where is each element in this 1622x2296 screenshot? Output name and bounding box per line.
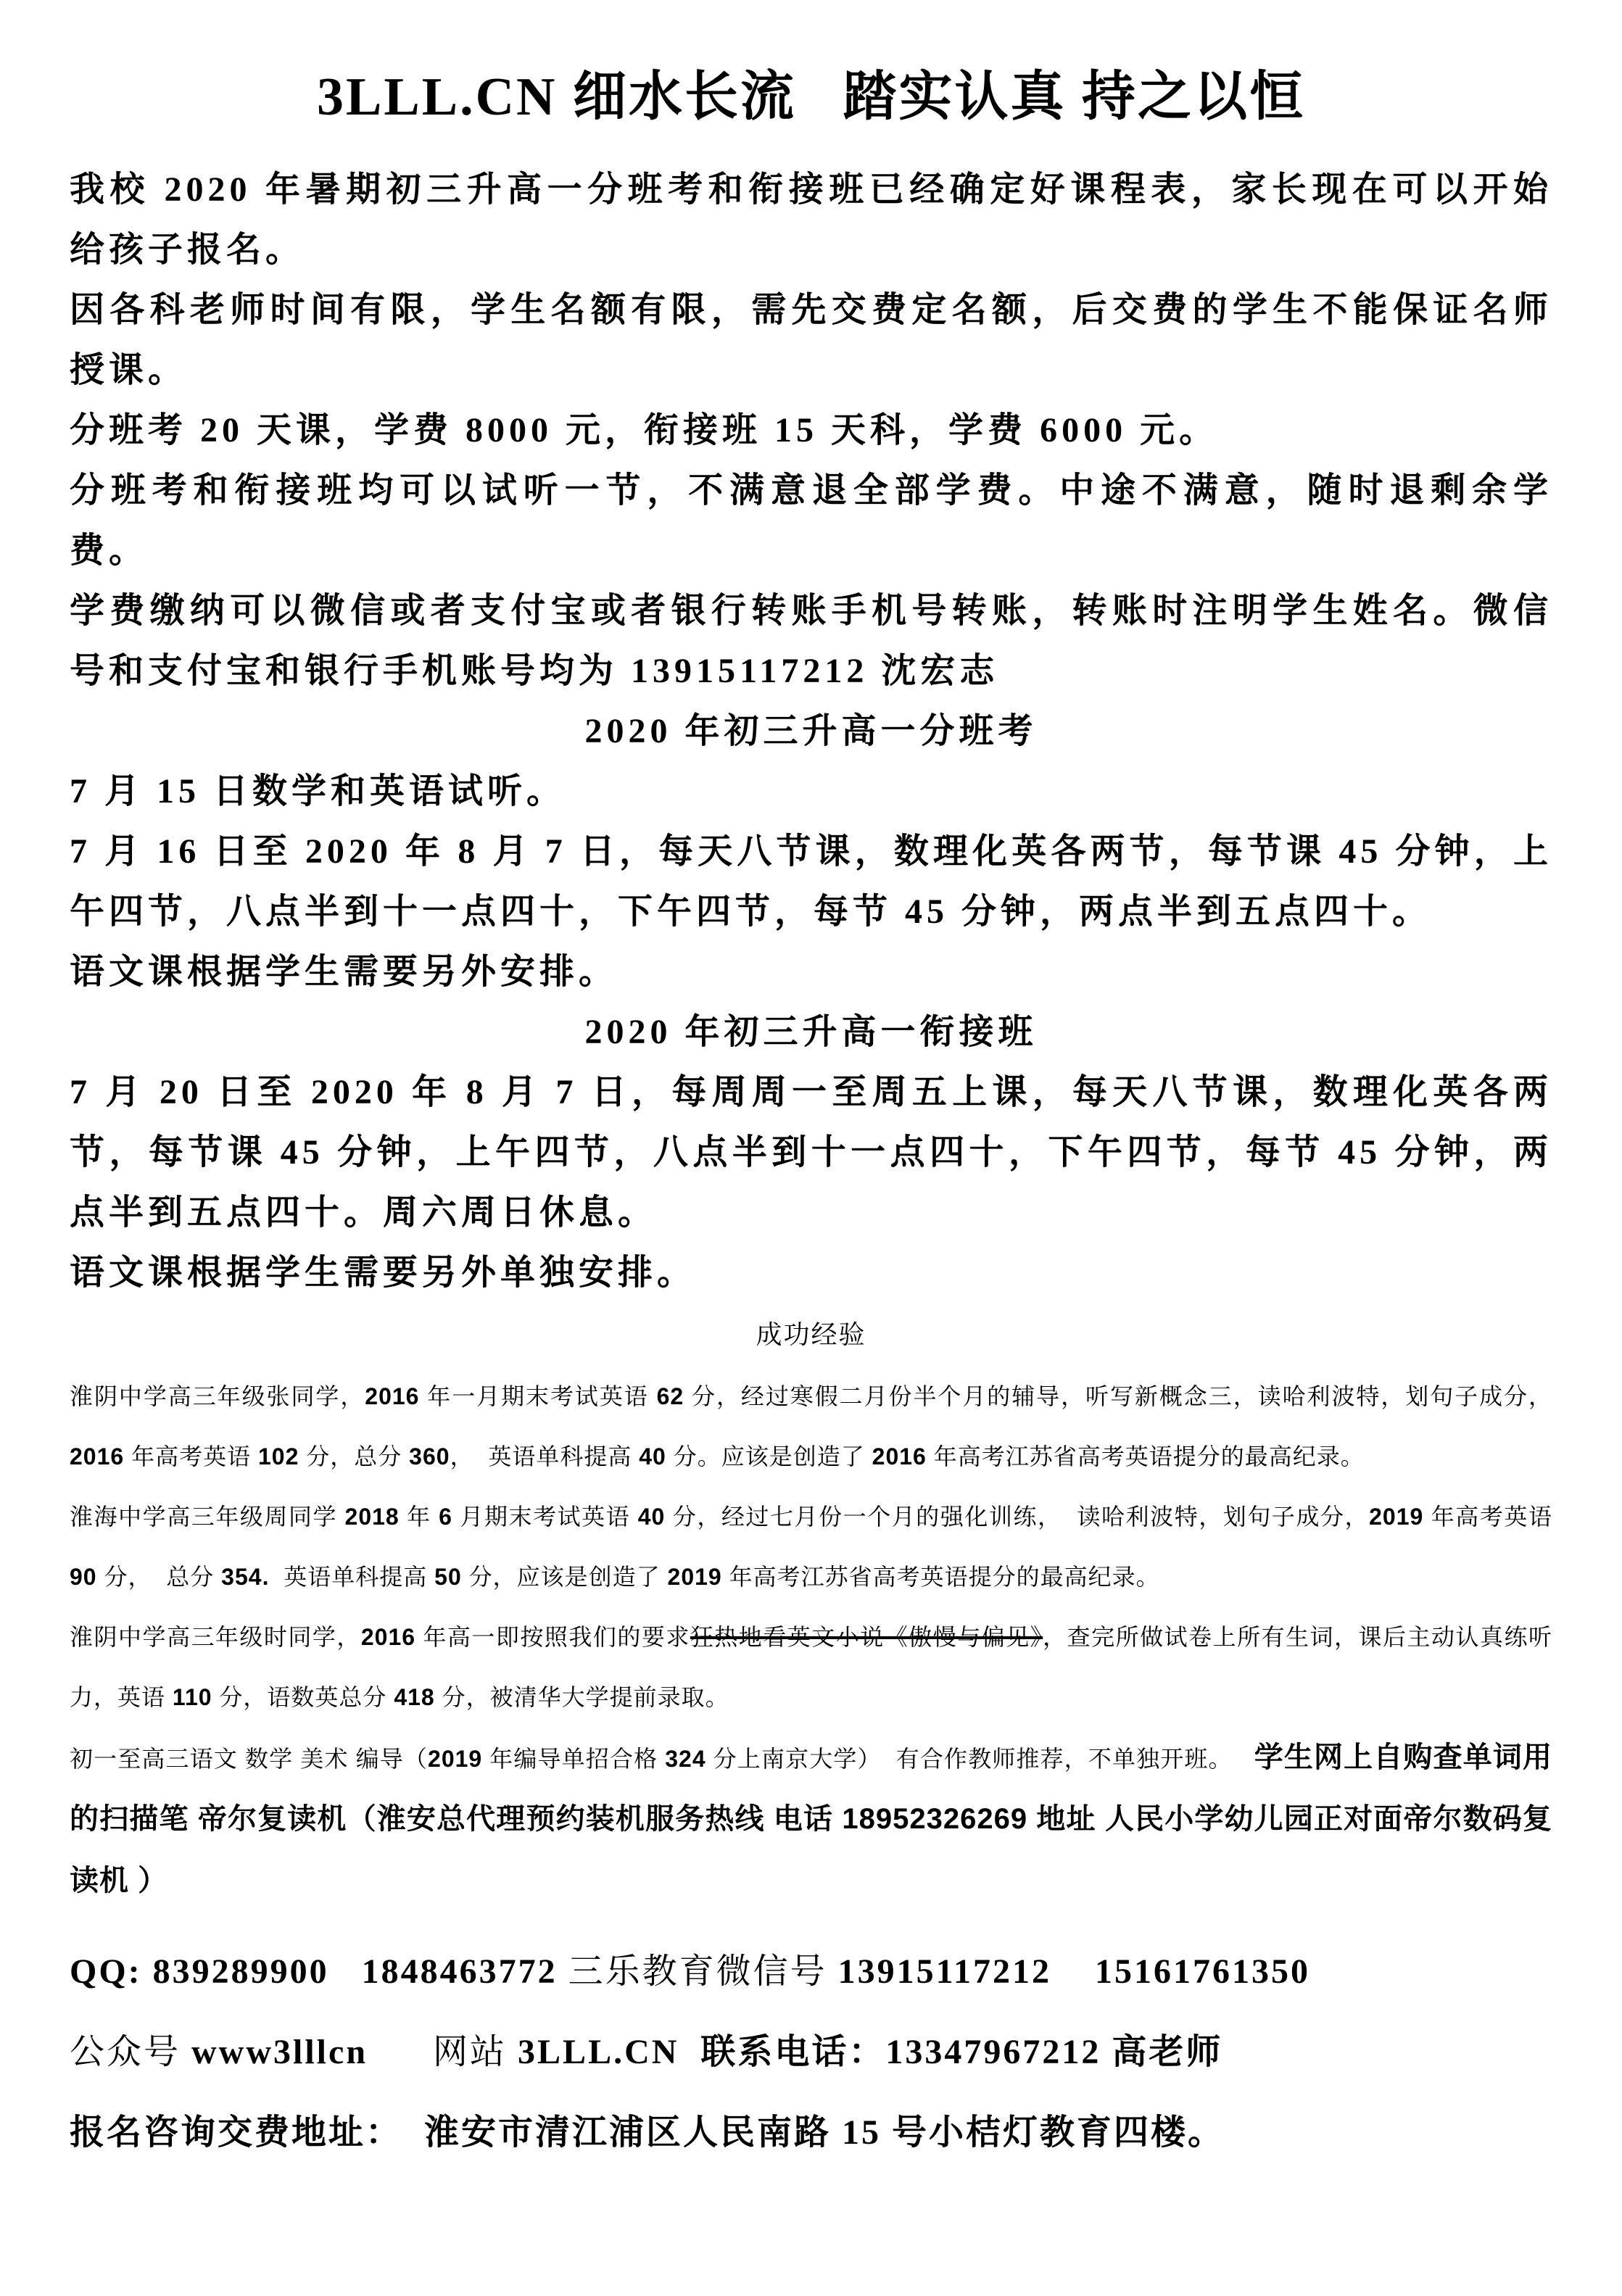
text-run: 月: [479, 832, 545, 871]
text-run: 年编导单招合格: [482, 1746, 666, 1772]
text-run: 15: [157, 772, 201, 811]
text-run: 学费缴纳可以微信或者支付宝或者银行转账手机号转账，转账时注明学生姓名。微信号和支付宝和银行手机账号均为: [70, 592, 1552, 690]
text-run: 日至: [200, 832, 305, 871]
text-run: 成功经验: [756, 1319, 866, 1349]
text-run: 报名咨询交费地址： 淮安市清江浦区人民南路 15 号小桔灯教育四楼。: [70, 2113, 1225, 2152]
text-run: 40: [637, 1504, 666, 1530]
text-run: 分钟，上午四节，八点半到十一点四十，下午四节，每节: [323, 1133, 1338, 1172]
text-run: 15: [774, 411, 819, 449]
tuition-paragraph: [70, 400, 1552, 460]
text-run: 天课，学费: [244, 411, 466, 449]
success-experience-heading: [70, 1303, 1552, 1367]
text-run: 年: [392, 832, 458, 871]
text-run: 2020: [305, 832, 392, 871]
text-run: 月: [91, 1073, 160, 1111]
text-run: 324: [665, 1746, 706, 1772]
text-run: 6: [439, 1504, 452, 1530]
text-run: 2019: [428, 1746, 483, 1772]
text-run: 年暑期初三升高一分班考和衔接班已经确定好课程表，家长现在可以开始给孩子报名。: [70, 170, 1552, 269]
text-run: 日至: [202, 1073, 311, 1111]
refund-policy-paragraph: [70, 460, 1552, 581]
text-run: 沈宏志: [868, 652, 999, 690]
text-run: 7: [545, 832, 567, 871]
text-run: 40: [639, 1443, 666, 1470]
text-run: 年高考英语: [124, 1443, 258, 1470]
text-run: 年高考江苏省高考英语提分的最高纪录。: [721, 1564, 1160, 1590]
text-run: 因各科老师时间有限，学生名额有限，需先交费定名额，后交费的学生不能保证名师授课。: [70, 291, 1552, 389]
text-run: QQ: 839289900 1848463772: [70, 1952, 568, 1991]
text-run: 我校: [70, 170, 165, 209]
text-run: 年高考江苏省高考英语提分的最高纪录。: [926, 1443, 1365, 1470]
text-run: 2020: [584, 712, 672, 750]
text-run: 淮阴中学高三年级时同学，: [70, 1624, 361, 1650]
text-run: 20: [159, 1073, 203, 1111]
page-title: 3LLL.CN 细水长流 踏实认真 持之以恒: [317, 67, 1305, 127]
text-run: 20: [200, 411, 244, 449]
text-run: 分钟，上午四节，八点半到十一点四十，下午四节，每节: [70, 832, 1552, 931]
text-run: 年高一即按照我们的要求: [415, 1624, 690, 1650]
text-run: 联系电话：13347967212 高老师: [679, 2033, 1223, 2071]
success-story-3: [70, 1607, 1552, 1728]
text-run: 90: [70, 1564, 97, 1590]
text-run: 年初三升高一衔接班: [671, 1013, 1038, 1051]
text-run: 日数学和英语试听。: [200, 772, 566, 811]
text-run: 月: [487, 1073, 556, 1111]
document-body: [70, 159, 1560, 2173]
text-run: 公众号: [70, 2033, 192, 2071]
text-run: 16: [157, 832, 201, 871]
text-run: 狂热地看英文小说《傲慢与偏见》: [690, 1624, 1043, 1650]
text-run: 8: [466, 1073, 488, 1111]
contact-qq-line: [70, 1931, 1552, 2012]
bridging-class-heading: [70, 1002, 1552, 1062]
text-run: 7: [70, 832, 91, 871]
text-run: 8000: [466, 411, 553, 449]
text-run: 分。应该是创造了: [666, 1443, 872, 1470]
address-line: [70, 2092, 1552, 2173]
text-run: 45: [1338, 832, 1383, 871]
text-run: 分，总分: [299, 1443, 410, 1470]
text-run: 淮海中学高三年级周同学: [70, 1504, 345, 1530]
text-run: 354.: [221, 1564, 270, 1590]
text-run: 日，每周周一至周五上课，每天八节课，数理化英各两节，每节课: [70, 1073, 1552, 1172]
text-run: 418: [394, 1684, 435, 1710]
text-run: 分，语数英总分: [212, 1684, 394, 1710]
chinese-class-note2-paragraph: [70, 1243, 1552, 1303]
text-run: 2016: [872, 1443, 927, 1470]
text-run: 元，衔接班: [553, 411, 775, 449]
placement-schedule-paragraph: [70, 821, 1552, 942]
text-run: 元。: [1127, 411, 1219, 449]
text-run: 分上南京大学） 有合作教师推荐，不单独开班。: [706, 1746, 1254, 1772]
text-run: 2016: [70, 1443, 125, 1470]
text-run: 8: [458, 832, 480, 871]
text-run: 50: [434, 1564, 462, 1590]
text-run: 年一月期末考试英语: [419, 1383, 657, 1409]
text-run: ， 英语单科提高: [450, 1443, 640, 1470]
text-run: 102: [257, 1443, 299, 1470]
text-run: 45: [1338, 1133, 1382, 1172]
text-run: 月: [91, 832, 157, 871]
text-run: 淮阴中学高三年级张同学，: [70, 1383, 365, 1409]
text-run: 62: [656, 1383, 684, 1409]
text-run: 分班考: [70, 411, 201, 449]
text-run: 2020: [310, 1073, 398, 1111]
text-run: 分钟，两点半到五点四十。周六周日休息。: [70, 1133, 1552, 1232]
quota-paragraph: [70, 280, 1552, 400]
text-run: 7: [70, 1073, 91, 1111]
text-run: 语文课根据学生需要另外安排。: [70, 953, 618, 991]
intro-paragraph: [70, 159, 1552, 280]
text-run: 分钟，两点半到五点四十。: [948, 892, 1432, 931]
text-run: 学生网上自购查单词用的扫描笔 帝尔复读机（淮安总代理预约装机服务热线 电话 18952326269 地址 人民小学幼儿园正对面帝尔数码复读机 ）: [70, 1741, 1552, 1897]
text-run: 年高考英语: [1423, 1504, 1560, 1530]
text-run: 初一至高三语文 数学 美术 编导（: [70, 1746, 429, 1772]
text-run: www3lllcn: [191, 2033, 368, 2071]
text-run: 月: [91, 772, 157, 811]
text-run: 7: [70, 772, 91, 811]
chinese-class-note-paragraph: [70, 942, 1552, 1002]
text-run: 分， 总分: [96, 1564, 222, 1590]
text-run: 360: [409, 1443, 450, 1470]
text-run: 2018: [344, 1504, 400, 1530]
text-run: 月期末考试英语: [452, 1504, 638, 1530]
text-run: 分，被清华大学提前录取。: [434, 1684, 729, 1710]
text-run: 年: [399, 1504, 439, 1530]
text-run: 2019: [667, 1564, 722, 1590]
contact-website-line: [70, 2012, 1552, 2092]
text-run: 年: [397, 1073, 466, 1111]
trial-date-paragraph: [70, 761, 1552, 821]
placement-exam-heading: [70, 701, 1552, 761]
text-run: 年初三升高一分班考: [671, 712, 1038, 750]
text-run: 110: [172, 1684, 212, 1710]
text-run: 英语单科提高: [269, 1564, 435, 1590]
text-run: 2020: [584, 1013, 672, 1051]
payment-method-paragraph: [70, 581, 1552, 701]
text-run: 7: [555, 1073, 578, 1111]
text-run: 6000: [1040, 411, 1127, 449]
text-run: 3LLL.CN: [518, 2033, 679, 2071]
text-run: 分，经过七月份一个月的强化训练， 读哈利波特，划句子成分，: [665, 1504, 1370, 1530]
text-run: 13915117212: [631, 652, 869, 690]
text-run: 45: [905, 892, 949, 931]
text-run: 2016: [365, 1383, 420, 1409]
text-run: 分班考和衔接班均可以试听一节，不满意退全部学费。中途不满意，随时退剩余学费。: [70, 471, 1552, 570]
text-run: 网站: [368, 2033, 518, 2071]
text-run: 2020: [164, 170, 252, 209]
text-run: 2019: [1369, 1504, 1424, 1530]
text-run: 天科，学费: [818, 411, 1040, 449]
courses-and-products-paragraph: [70, 1728, 1552, 1912]
text-run: 语文课根据学生需要另外单独安排。: [70, 1253, 697, 1292]
text-run: 日，每天八节课，数理化英各两节，每节课: [566, 832, 1339, 871]
text-run: 三乐教育微信号: [568, 1952, 838, 1991]
text-run: 分，经过寒假二月份半个月的辅导，听写新概念三，读哈利波特，划句子成分，: [684, 1383, 1552, 1409]
success-story-2: [70, 1487, 1560, 1607]
text-run: 分，应该是创造了: [461, 1564, 668, 1590]
text-run: 45: [280, 1133, 324, 1172]
bridging-schedule-paragraph: [70, 1062, 1552, 1243]
text-run: 13915117212 15161761350: [837, 1952, 1311, 1991]
text-run: 2016: [360, 1624, 416, 1650]
text-run: ，查完所做试卷上所有生词，课后主动认真练听力，英语: [70, 1624, 1552, 1710]
success-story-1: [70, 1367, 1552, 1487]
